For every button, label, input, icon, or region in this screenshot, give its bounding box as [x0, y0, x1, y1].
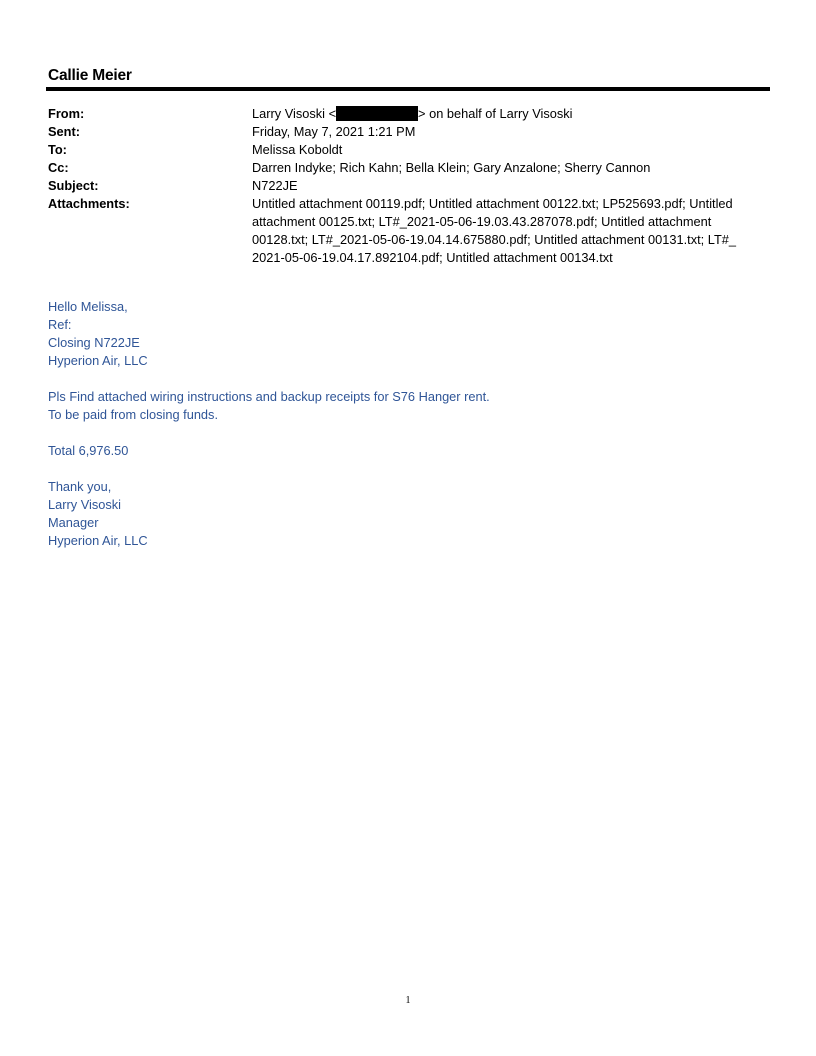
document-title: Callie Meier [48, 67, 132, 84]
from-row [48, 105, 768, 123]
message-line: To be paid from closing funds. [48, 407, 219, 422]
attachments-value: Untitled attachment 00119.pdf; Untitled attachment 00122.txt; LP525693.pdf; Untitled attachment 00125.txt; LT#_2021-05-06-19.03.43.287078.pdf; Untitled attachment 00128.txt; LT#_2021-05-06-19.04.14.675880.pdf; Untitled attachment 00131.txt; LT#_ 2021-05-06-19.04.17.892104.pdf; Untitled attachment 00134.txt [252, 196, 737, 265]
message-line: Pls Find attached wiring instructions and backup receipts for S76 Hanger rent. [48, 389, 490, 404]
from-label: From: [48, 106, 85, 121]
title-divider [46, 87, 770, 91]
page-number: 1 [405, 995, 411, 1006]
sent-row [48, 123, 768, 141]
greeting-block [48, 298, 490, 370]
attachments-row [48, 195, 768, 267]
email-header [48, 105, 768, 267]
cc-label: Cc: [48, 160, 69, 175]
sent-value: Friday, May 7, 2021 1:21 PM [252, 124, 416, 139]
cc-value: Darren Indyke; Rich Kahn; Bella Klein; Gary Anzalone; Sherry Cannon [252, 160, 651, 175]
to-label: To: [48, 142, 67, 157]
signoff: Thank you, [48, 479, 112, 494]
email-body [48, 298, 490, 568]
subject-value: N722JE [252, 178, 298, 193]
to-row [48, 141, 768, 159]
signer-company: Hyperion Air, LLC [48, 533, 148, 548]
signer-name: Larry Visoski [48, 497, 122, 512]
message-block [48, 388, 490, 424]
sent-label: Sent: [48, 124, 80, 139]
subject-row [48, 177, 768, 195]
signer-title: Manager [48, 515, 99, 530]
from-name: Larry Visoski < [252, 106, 337, 121]
subject-label: Subject: [48, 178, 99, 193]
closing-line: Closing N722JE [48, 335, 140, 350]
cc-row [48, 159, 768, 177]
greeting-line: Hello Melissa, [48, 299, 128, 314]
company-line: Hyperion Air, LLC [48, 353, 148, 368]
redaction-box [336, 106, 418, 121]
signature-block [48, 478, 490, 550]
ref-line: Ref: [48, 317, 72, 332]
to-value: Melissa Koboldt [252, 142, 343, 157]
total-line: Total 6,976.50 [48, 443, 129, 458]
attachments-label: Attachments: [48, 196, 130, 211]
from-suffix: > on behalf of Larry Visoski [418, 106, 573, 121]
